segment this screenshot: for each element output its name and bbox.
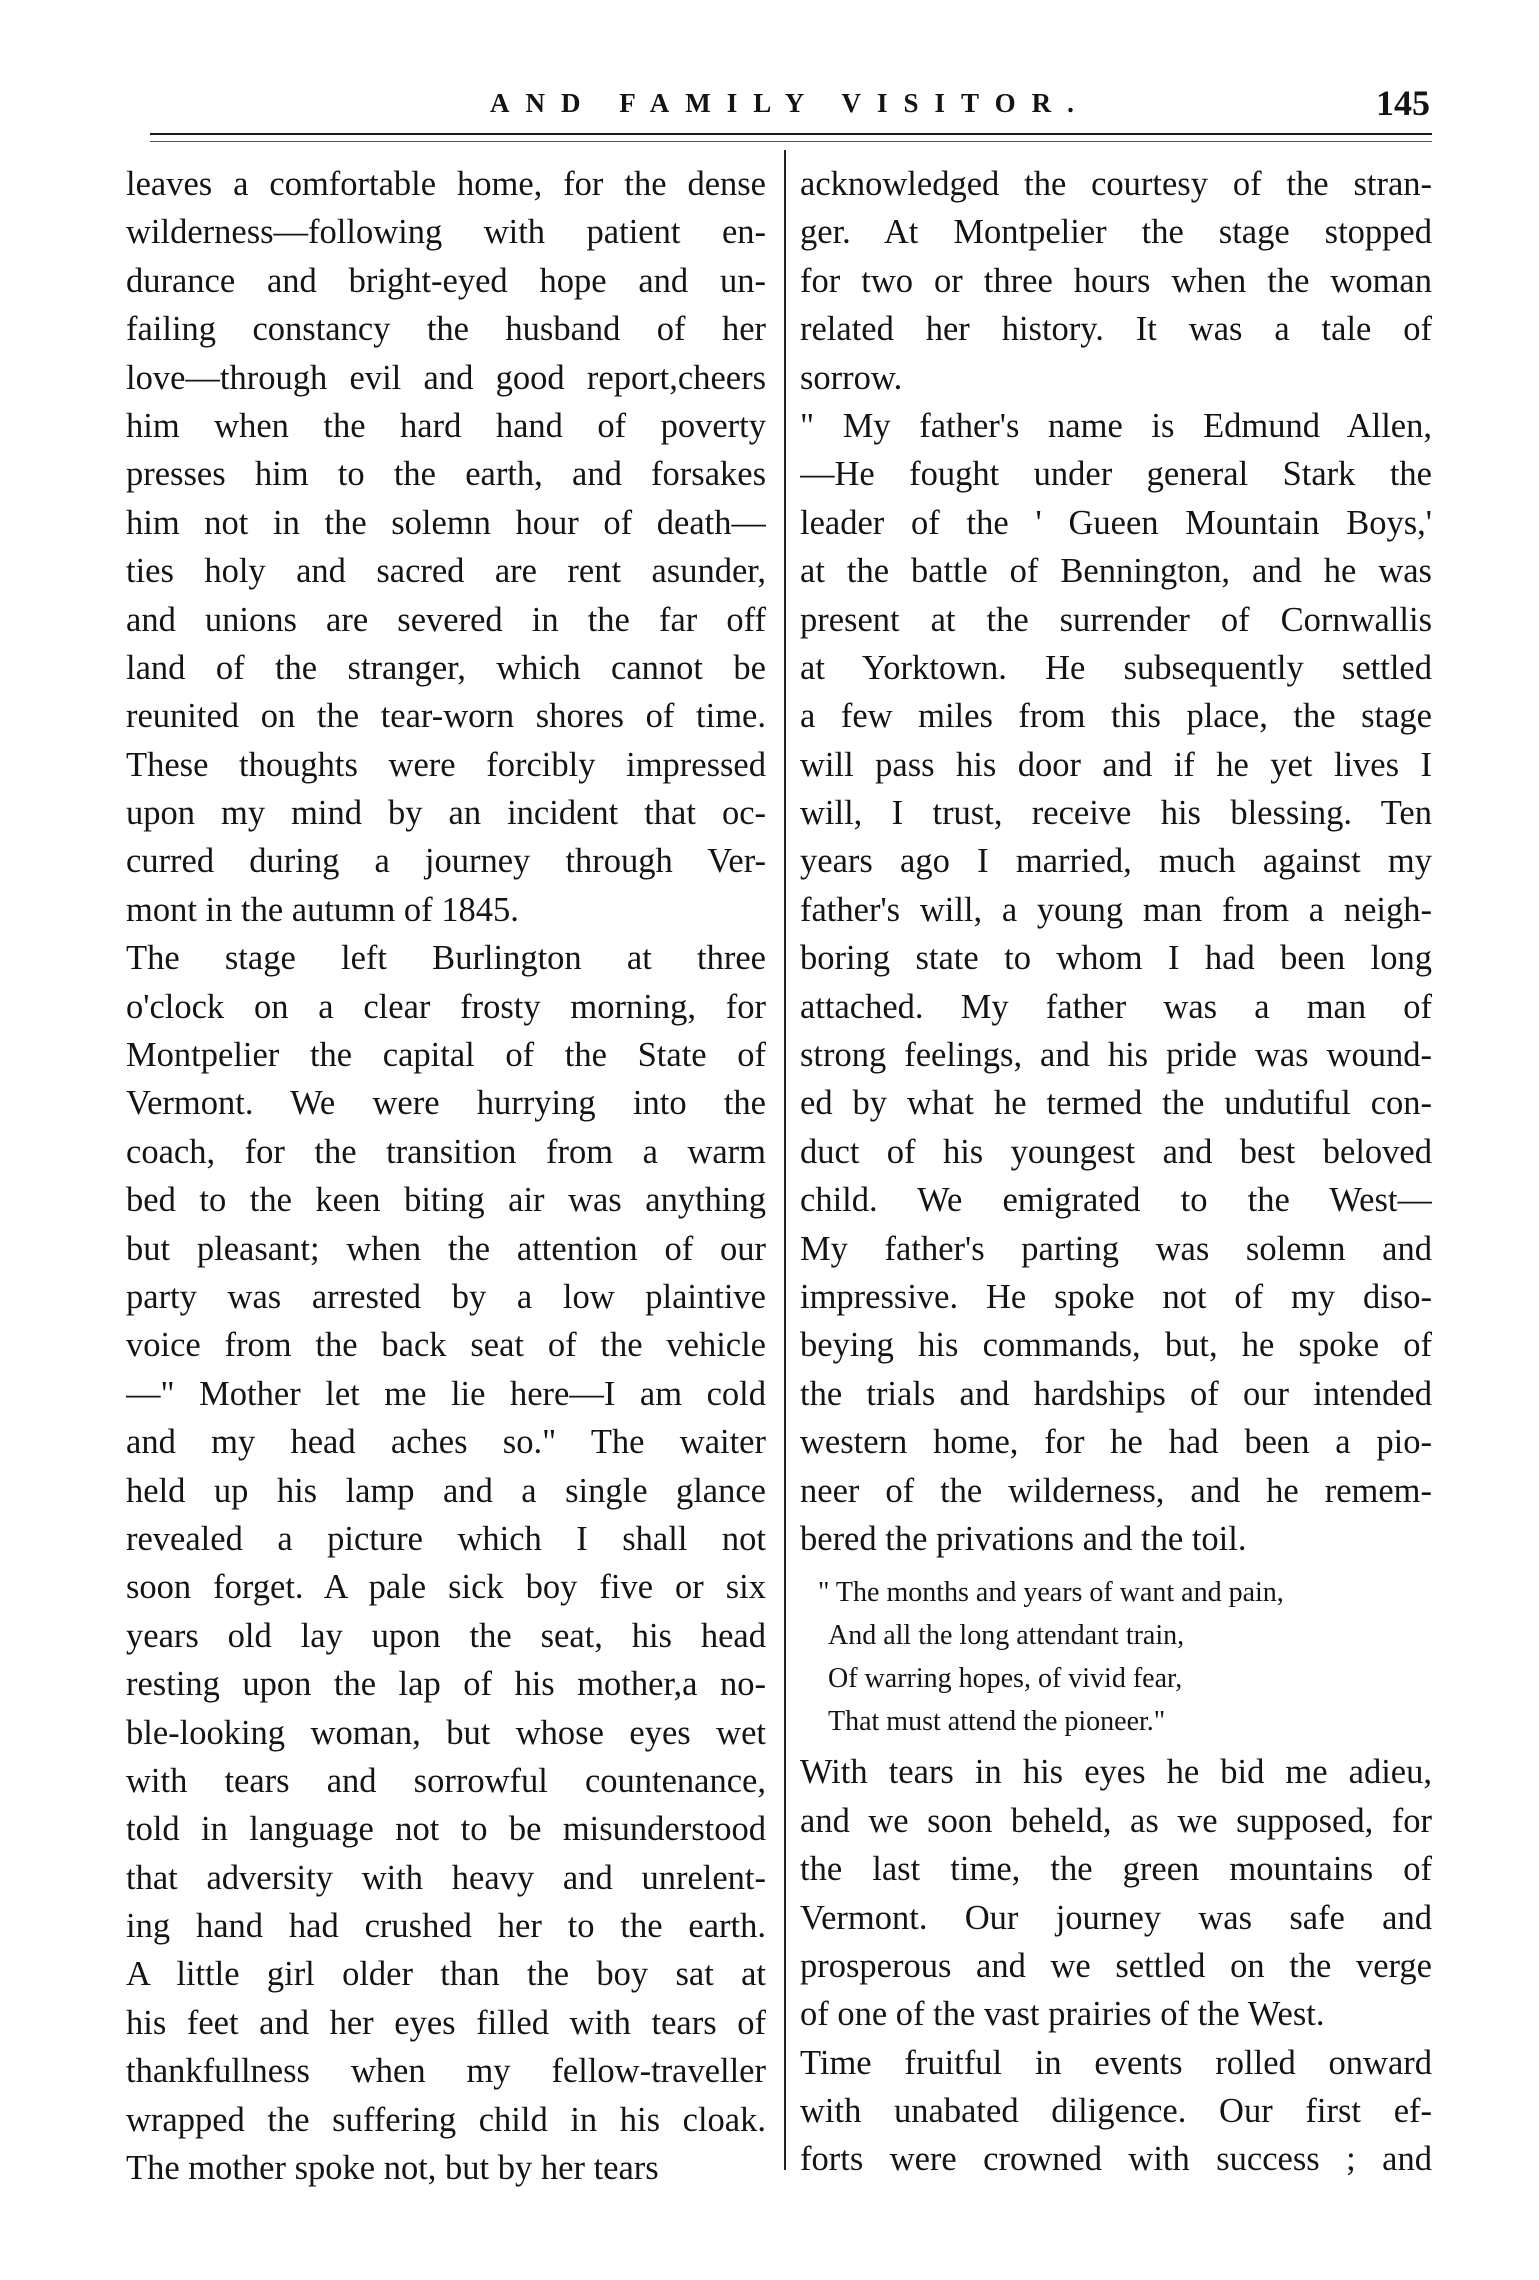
text-line: with tears and sorrowful countenance, bbox=[126, 1761, 766, 1800]
text-line: soon forget. A pale sick boy five or six bbox=[126, 1568, 766, 1607]
text-line: him not in the solemn hour of death— bbox=[126, 503, 766, 542]
text-line: ed by what he termed the undutiful con- bbox=[800, 1084, 1432, 1123]
text-line: the trials and hardships of our intended bbox=[800, 1374, 1432, 1413]
text-line: resting upon the lap of his mother,a no- bbox=[126, 1665, 766, 1704]
text-line: curred during a journey through Ver- bbox=[126, 842, 766, 881]
text-line: years ago I married, much against my bbox=[800, 842, 1432, 881]
text-line: coach, for the transition from a warm bbox=[126, 1132, 766, 1171]
poem-line: That must attend the pioneer." bbox=[828, 1706, 1166, 1738]
text-line: reunited on the tear-worn shores of time. bbox=[126, 697, 766, 736]
text-line: The stage left Burlington at three bbox=[126, 939, 766, 978]
column-divider bbox=[784, 150, 786, 2170]
text-line: him when the hard hand of poverty bbox=[126, 406, 766, 445]
text-line: Vermont. Our journey was safe and bbox=[800, 1898, 1432, 1937]
text-line: related her history. It was a tale of bbox=[800, 310, 1432, 349]
text-line: years old lay upon the seat, his head bbox=[126, 1616, 766, 1655]
text-line: sorrow. bbox=[800, 358, 903, 397]
text-line: o'clock on a clear frosty morning, for bbox=[126, 987, 766, 1026]
header-rule-secondary bbox=[150, 141, 1432, 142]
text-line: revealed a picture which I shall not bbox=[126, 1519, 766, 1558]
text-line: presses him to the earth, and forsakes bbox=[126, 455, 766, 494]
poem-line: And all the long attendant train, bbox=[828, 1620, 1185, 1652]
text-line: —" Mother let me lie here—I am cold bbox=[126, 1374, 766, 1413]
text-line: My father's parting was solemn and bbox=[800, 1229, 1432, 1268]
text-line: child. We emigrated to the West— bbox=[800, 1181, 1432, 1220]
text-line: present at the surrender of Cornwallis bbox=[800, 600, 1432, 639]
text-line: party was arrested by a low plaintive bbox=[126, 1277, 766, 1316]
text-line: duct of his youngest and best beloved bbox=[800, 1132, 1432, 1171]
text-line: voice from the back seat of the vehicle bbox=[126, 1326, 766, 1365]
text-line: upon my mind by an incident that oc- bbox=[126, 794, 766, 833]
text-line: ger. At Montpelier the stage stopped bbox=[800, 213, 1432, 252]
text-line: land of the stranger, which cannot be bbox=[126, 648, 766, 687]
text-line: attached. My father was a man of bbox=[800, 987, 1432, 1026]
text-line: mont in the autumn of 1845. bbox=[126, 890, 519, 929]
text-line: With tears in his eyes he bid me adieu, bbox=[800, 1753, 1432, 1792]
text-line: bered the privations and the toil. bbox=[800, 1519, 1247, 1558]
text-line: bed to the keen biting air was anything bbox=[126, 1181, 766, 1220]
text-line: impressive. He spoke not of my diso- bbox=[800, 1277, 1432, 1316]
right-column bbox=[800, 160, 1432, 2184]
text-line: Time fruitful in events rolled onward bbox=[800, 2043, 1432, 2082]
left-column bbox=[126, 160, 766, 2192]
text-line: Montpelier the capital of the State of bbox=[126, 1036, 766, 1075]
text-line: but pleasant; when the attention of our bbox=[126, 1229, 766, 1268]
text-line: of one of the vast prairies of the West. bbox=[800, 1995, 1325, 2034]
text-line: and we soon beheld, as we supposed, for bbox=[800, 1801, 1432, 1840]
text-line: The mother spoke not, but by her tears bbox=[126, 2149, 659, 2188]
text-line: at the battle of Bennington, and he was bbox=[800, 552, 1432, 591]
text-line: neer of the wilderness, and he remem- bbox=[800, 1471, 1432, 1510]
page-number: 145 bbox=[1376, 83, 1430, 123]
running-head bbox=[150, 82, 1430, 132]
text-line: that adversity with heavy and unrelent- bbox=[126, 1858, 766, 1897]
text-line: failing constancy the husband of her bbox=[126, 310, 766, 349]
text-line: Vermont. We were hurrying into the bbox=[126, 1084, 766, 1123]
text-line: A little girl older than the boy sat at bbox=[126, 1955, 766, 1994]
text-line: beying his commands, but, he spoke of bbox=[800, 1326, 1432, 1365]
text-line: love—through evil and good report,cheers bbox=[126, 358, 766, 397]
text-line: ble-looking woman, but whose eyes wet bbox=[126, 1713, 766, 1752]
poem-spacer bbox=[800, 1563, 1432, 1571]
text-line: prosperous and we settled on the verge bbox=[800, 1946, 1432, 1985]
text-line: western home, for he had been a pio- bbox=[800, 1423, 1432, 1462]
text-line: thankfullness when my fellow-traveller bbox=[126, 2052, 766, 2091]
text-line: acknowledged the courtesy of the stran- bbox=[800, 165, 1432, 203]
running-title: AND FAMILY VISITOR. bbox=[490, 88, 1090, 118]
text-line: wilderness—following with patient en- bbox=[126, 213, 766, 252]
poem-line: Of warring hopes, of vivid fear, bbox=[828, 1663, 1183, 1695]
text-line: will pass his door and if he yet lives I bbox=[800, 745, 1432, 784]
text-line: and my head aches so." The waiter bbox=[126, 1423, 766, 1462]
text-line: with unabated diligence. Our first ef- bbox=[800, 2092, 1432, 2131]
text-line: ing hand had crushed her to the earth. bbox=[126, 1907, 766, 1946]
text-line: for two or three hours when the woman bbox=[800, 261, 1432, 300]
text-line: ties holy and sacred are rent asunder, bbox=[126, 552, 766, 591]
text-line: —He fought under general Stark the bbox=[800, 455, 1432, 494]
text-line: father's will, a young man from a neigh- bbox=[800, 890, 1432, 929]
text-line: the last time, the green mountains of bbox=[800, 1850, 1432, 1889]
poem-line: " The months and years of want and pain, bbox=[818, 1577, 1284, 1609]
text-line: will, I trust, receive his blessing. Ten bbox=[800, 794, 1432, 833]
text-line: durance and bright-eyed hope and un- bbox=[126, 261, 766, 300]
text-line: These thoughts were forcibly impressed bbox=[126, 745, 766, 784]
text-line: strong feelings, and his pride was wound- bbox=[800, 1036, 1432, 1075]
header-rule bbox=[150, 133, 1432, 135]
text-line: wrapped the suffering child in his cloak. bbox=[126, 2100, 766, 2139]
text-line: held up his lamp and a single glance bbox=[126, 1471, 766, 1510]
text-line: and unions are severed in the far off bbox=[126, 600, 766, 639]
text-line: boring state to whom I had been long bbox=[800, 939, 1432, 978]
text-line: told in language not to be misunderstood bbox=[126, 1810, 766, 1849]
text-line: " My father's name is Edmund Allen, bbox=[800, 406, 1432, 445]
text-line: his feet and her eyes filled with tears of bbox=[126, 2003, 766, 2042]
text-line: leader of the ' Gueen Mountain Boys,' bbox=[800, 503, 1432, 542]
text-line: a few miles from this place, the stage bbox=[800, 697, 1432, 736]
text-line: leaves a comfortable home, for the dense bbox=[126, 165, 766, 203]
text-line: forts were crowned with success ; and bbox=[800, 2140, 1432, 2179]
text-line: at Yorktown. He subsequently settled bbox=[800, 648, 1432, 687]
